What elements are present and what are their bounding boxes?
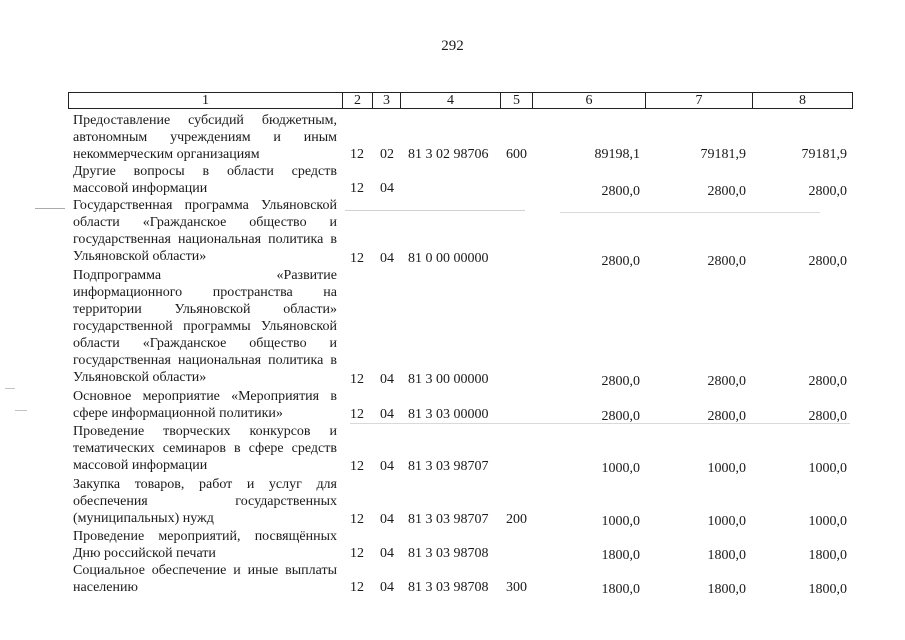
cell-amount-7: 2800,0 <box>707 374 746 389</box>
scan-artifact <box>5 388 15 389</box>
header-col-6: 6 <box>533 93 646 108</box>
cell-section: 12 <box>350 181 364 196</box>
row-description: Проведение мероприятий, посвящённых Дню российской печати <box>73 529 337 561</box>
cell-amount-7: 2800,0 <box>707 409 746 424</box>
table-header <box>68 92 853 109</box>
header-col-8: 8 <box>799 93 806 108</box>
header-col-4: 4 <box>401 93 501 108</box>
cell-amount-7: 1800,0 <box>707 582 746 597</box>
cell-subsection: 04 <box>380 407 394 422</box>
cell-subsection: 04 <box>380 512 394 527</box>
scan-artifact <box>350 423 850 424</box>
cell-subsection: 04 <box>380 181 394 196</box>
cell-amount-7: 2800,0 <box>707 184 746 199</box>
scan-artifact <box>35 208 65 209</box>
cell-amount-8: 1000,0 <box>808 461 847 476</box>
cell-subsection: 02 <box>380 147 394 162</box>
header-col-7: 7 <box>646 93 753 108</box>
cell-subsection: 04 <box>380 372 394 387</box>
cell-subsection: 04 <box>380 546 394 561</box>
row-description: Подпрограмма «Развитие информационного пространства на территории Ульяновской области» государственной программы Ульяновской области «Гражданское общество и государственная национальная политика в Ульяновской области» <box>73 268 337 385</box>
cell-target-code: 81 3 03 00000 <box>408 407 489 422</box>
cell-amount-7: 79181,9 <box>700 147 746 162</box>
cell-amount-6: 2800,0 <box>601 374 640 389</box>
cell-section: 12 <box>350 512 364 527</box>
cell-amount-6: 2800,0 <box>601 254 640 269</box>
cell-section: 12 <box>350 407 364 422</box>
cell-amount-8: 2800,0 <box>808 254 847 269</box>
cell-amount-8: 2800,0 <box>808 184 847 199</box>
cell-section: 12 <box>350 147 364 162</box>
scan-artifact <box>560 212 820 213</box>
row-description: Социальное обеспечение и иные выплаты населению <box>73 563 337 595</box>
cell-target-code: 81 3 00 00000 <box>408 372 489 387</box>
cell-expense-type: 600 <box>506 147 527 162</box>
row-description: Проведение творческих конкурсов и тематических семинаров в сфере средств массовой информации <box>73 424 337 473</box>
cell-section: 12 <box>350 580 364 595</box>
row-description: Государственная программа Ульяновской области «Гражданское общество и государственная национальная политика в Ульяновской области» <box>73 198 337 264</box>
cell-expense-type: 300 <box>506 580 527 595</box>
row-description: Предоставление субсидий бюджетным, автономным учреждениям и иным некоммерческим организациям <box>73 113 337 162</box>
cell-expense-type: 200 <box>506 512 527 527</box>
cell-target-code: 81 3 02 98706 <box>408 147 489 162</box>
cell-amount-8: 2800,0 <box>808 374 847 389</box>
cell-subsection: 04 <box>380 251 394 266</box>
cell-amount-6: 89198,1 <box>594 147 640 162</box>
cell-amount-7: 1000,0 <box>707 461 746 476</box>
cell-amount-8: 1000,0 <box>808 514 847 529</box>
cell-section: 12 <box>350 372 364 387</box>
cell-amount-8: 2800,0 <box>808 409 847 424</box>
row-description: Другие вопросы в области средств массовой информации <box>73 164 337 196</box>
cell-amount-6: 1000,0 <box>601 461 640 476</box>
cell-amount-7: 1800,0 <box>707 548 746 563</box>
cell-amount-6: 1000,0 <box>601 514 640 529</box>
cell-target-code: 81 3 03 98707 <box>408 459 489 474</box>
cell-amount-8: 79181,9 <box>801 147 847 162</box>
cell-target-code: 81 3 03 98707 <box>408 512 489 527</box>
cell-target-code: 81 0 00 00000 <box>408 251 489 266</box>
cell-amount-7: 1000,0 <box>707 514 746 529</box>
row-description: Закупка товаров, работ и услуг для обеспечения государственных (муниципальных) нужд <box>73 477 337 526</box>
cell-amount-6: 1800,0 <box>601 548 640 563</box>
cell-section: 12 <box>350 459 364 474</box>
cell-subsection: 04 <box>380 580 394 595</box>
header-col-3: 3 <box>373 93 401 108</box>
cell-amount-8: 1800,0 <box>808 582 847 597</box>
cell-amount-8: 1800,0 <box>808 548 847 563</box>
cell-section: 12 <box>350 251 364 266</box>
cell-subsection: 04 <box>380 459 394 474</box>
cell-target-code: 81 3 03 98708 <box>408 546 489 561</box>
header-col-1: 1 <box>69 93 343 108</box>
scan-artifact <box>345 210 525 211</box>
page-number: 292 <box>441 38 464 54</box>
cell-amount-6: 2800,0 <box>601 409 640 424</box>
cell-section: 12 <box>350 546 364 561</box>
cell-target-code: 81 3 03 98708 <box>408 580 489 595</box>
header-col-2: 2 <box>343 93 373 108</box>
cell-amount-6: 1800,0 <box>601 582 640 597</box>
header-col-5: 5 <box>501 93 533 108</box>
row-description: Основное мероприятие «Мероприятия в сфере информационной политики» <box>73 389 337 421</box>
cell-amount-6: 2800,0 <box>601 184 640 199</box>
cell-amount-7: 2800,0 <box>707 254 746 269</box>
scan-artifact <box>15 410 27 411</box>
